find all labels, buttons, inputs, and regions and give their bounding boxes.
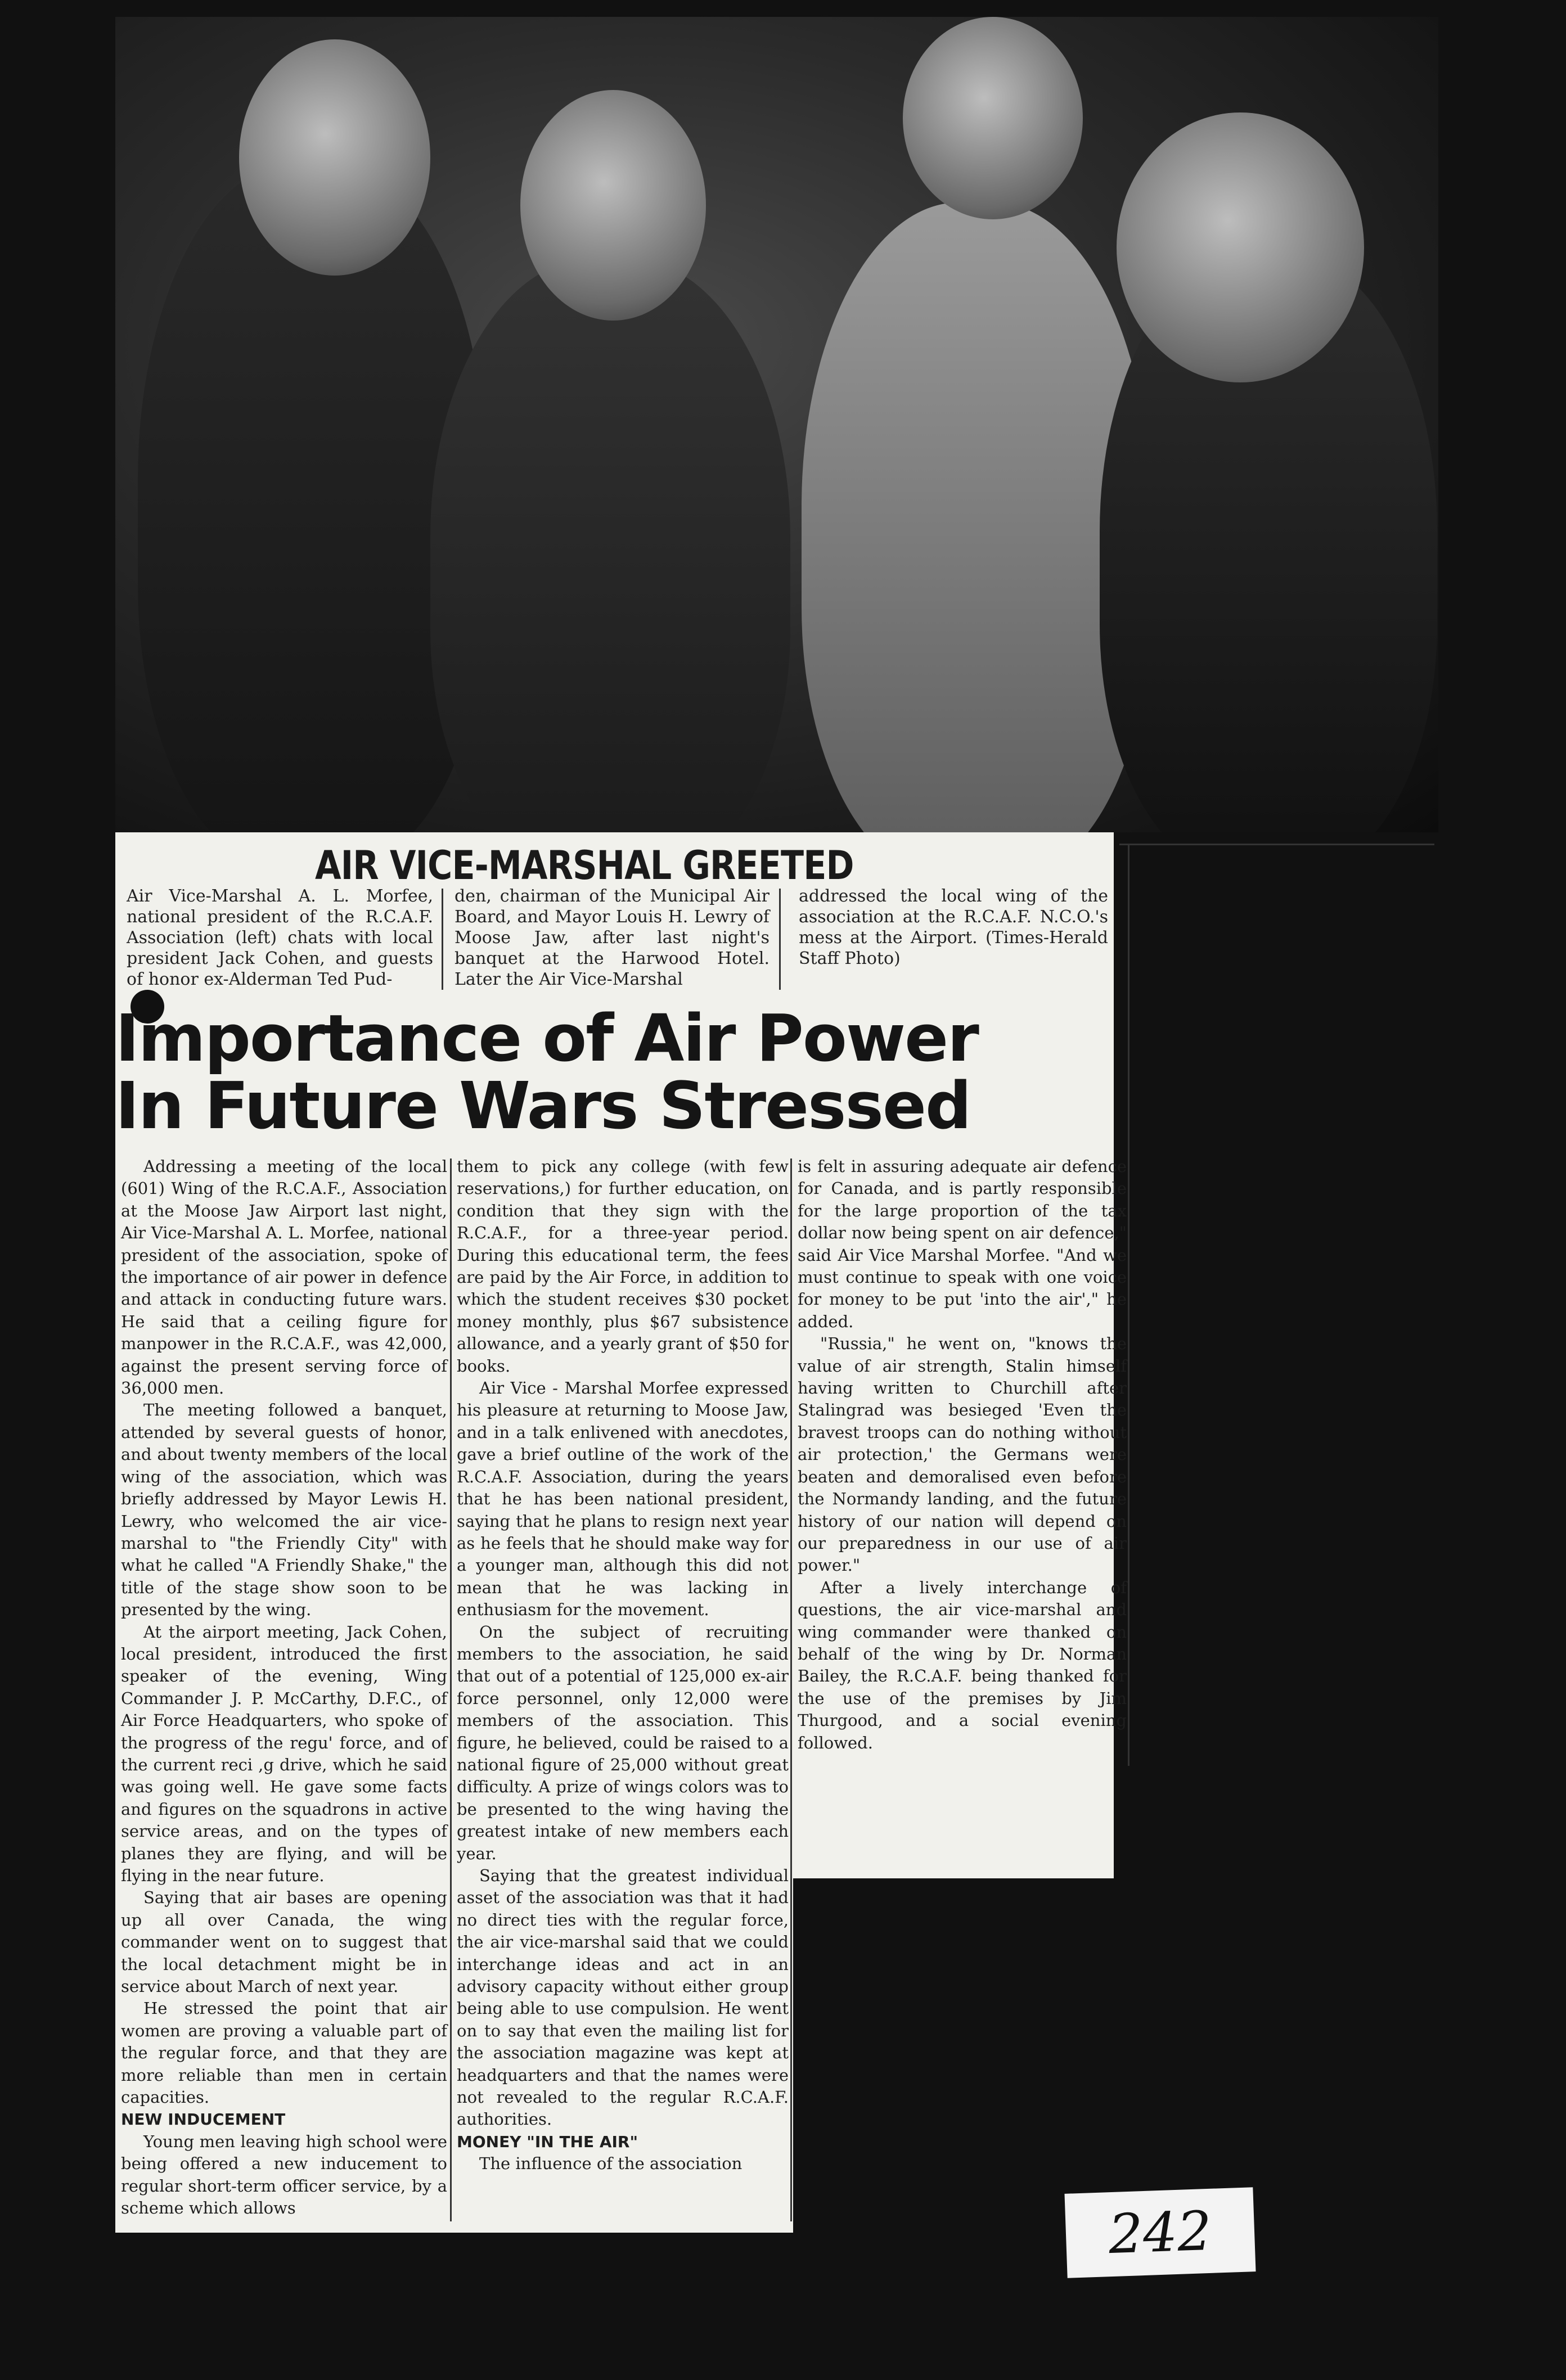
paragraph: Young men leaving high school were being offered a new inducement to regular short-term officer service, by a scheme which allows bbox=[121, 2131, 447, 2218]
clipping-right-rule bbox=[1128, 844, 1130, 1766]
caption-divider-1 bbox=[442, 889, 443, 990]
article-headline-line-2: In Future Wars Stressed bbox=[115, 1069, 971, 1144]
paragraph: Saying that the greatest individual asset of the association was that it had no direct ties with the regular force, the air vice-marshal said that we could interchange ideas and act in an advisory capacity without either group being able to use compulsion. He went on to say that even the mailing list for the association magazine was kept at headquarters and that the names were not revealed to the regular R.C.A.F. authorities. bbox=[457, 1866, 789, 2129]
news-photo bbox=[115, 17, 1438, 832]
article-headline-line-1: Importance of Air Power bbox=[115, 1001, 978, 1076]
paragraph: After a lively interchange of questions, the air vice-marshal and wing commander were thanked on behalf of the wing by Dr. Norman Bailey, the R.C.A.F. being thanked for the use of the premises by Jim Thurgood, and a social evening followed. bbox=[798, 1577, 1127, 1752]
caption-column-1: Air Vice-Marshal A. L. Morfee, national president of the R.C.A.F. Association (left) chats with local president Jack Cohen, and guests of honor ex-Alderman Ted Pud- bbox=[127, 886, 433, 989]
man-second-head bbox=[520, 90, 706, 321]
photo-caption-headline: AIR VICE-MARSHAL GREETED bbox=[315, 842, 854, 889]
article-column-1 bbox=[121, 1156, 447, 2220]
paragraph: The meeting followed a banquet, attended by several guests of honor, and about twenty members of the local wing of the association, which was briefly addressed by Mayor Lewis H. Lewry, who welcomed the air vice-marshal to "the Friendly City" with what he called "A Friendly Shake," the title of the stage show soon to be presented by the wing. bbox=[121, 1400, 447, 1620]
paragraph: Addressing a meeting of the local (601) Wing of the R.C.A.F., Association at the Moose Jaw Airport last night, Air Vice-Marshal A. L. Morfee, national president of the association, spoke of the importance of air power in defence and attack in conducting future wars. He said that a ceiling figure for manpower in the R.C.A.F., was 42,000, against the present serving force of 36,000 men. bbox=[121, 1157, 447, 1398]
paragraph: The influence of the association bbox=[479, 2154, 742, 2174]
caption-divider-2 bbox=[779, 889, 781, 990]
article-column-3 bbox=[798, 1156, 1127, 1754]
caption-column-3: addressed the local wing of the association at the R.C.A.F. N.C.O.'s mess at the Airport. (Times-Herald Staff Photo) bbox=[799, 886, 1108, 968]
column-divider-2 bbox=[790, 1159, 792, 2221]
paragraph: At the airport meeting, Jack Cohen, local president, introduced the first speaker of the evening, Wing Commander J. P. McCarthy, D.F.C., of Air Force Headquarters, who spoke of the progress of the regu' force, and of the current reci ,g drive, which he said was going well. He gave some facts and figures on the squadrons in active service areas, and on the types of planes they are flying, and will be flying in the near future. bbox=[121, 1622, 447, 1885]
article-column-2 bbox=[457, 1156, 789, 2175]
caption-top-rule bbox=[1119, 844, 1434, 845]
paragraph: He stressed the point that air women are proving a valuable part of the regular force, and that they are more reliable than men in certain capacities. bbox=[121, 1999, 447, 2107]
man-left-head bbox=[239, 39, 430, 276]
paragraph: "Russia," he went on, "knows the value of air strength, Stalin himself having written to Churchill after Stalingrad was besieged 'Even the bravest troops can do nothing without air protection,' the Germans were beaten and demoralised even before the Normandy landing, and the future history of our nation will depend on our preparedness in our use of air power." bbox=[798, 1334, 1127, 1575]
paragraph: Air Vice - Marshal Morfee expressed his pleasure at returning to Moose Jaw, and in a talk enlivened with anecdotes, gave a brief outline of the work of the R.C.A.F. Association, during the years that he has been national president, saying that he plans to resign next year as he feels that he should make way for a younger man, although this did not mean that he was lacking in enthusiasm for the movement. bbox=[457, 1378, 789, 1620]
handwritten-page-number: 242 bbox=[1064, 2187, 1256, 2278]
paragraph: is felt in assuring adequate air defence for Canada, and is partly responsible for the large proportion of the tax dollar now being spent on air defence," said Air Vice Marshal Morfee. "And we must continue to speak with one voice for money to be put 'into the air'," he added. bbox=[798, 1157, 1127, 1331]
caption-column-2: den, chairman of the Municipal Air Board, and Mayor Louis H. Lewry of Moose Jaw, after last night's banquet at the Harwood Hotel. Later the Air Vice-Marshal bbox=[454, 886, 770, 989]
paragraph: On the subject of recruiting members to the association, he said that out of a potential of 125,000 ex-air force personnel, only 12,000 were members of the association. This figure, he believed, could be raised to a national figure of 25,000 without great difficulty. A prize of wings colors was to be presented to the wing having the greatest intake of new members each year. bbox=[457, 1622, 789, 1863]
column-divider-1 bbox=[450, 1159, 452, 2221]
paragraph: Saying that air bases are opening up all over Canada, the wing commander went on to suggest that the local detachment might be in service about March of next year. bbox=[121, 1888, 447, 1996]
man-second bbox=[430, 259, 790, 832]
paragraph: them to pick any college (with few reservations,) for further education, on condition that they sign with the R.C.A.F., for a three-year period. During this educational term, the fees are paid by the Air Force, in addition to which the student receives $30 pocket money monthly, plus $67 subsistence allowance, and a yearly grant of $50 for books. bbox=[457, 1157, 789, 1376]
subhead-money-in-the-air: MONEY "IN THE AIR" bbox=[457, 2132, 638, 2151]
subhead-new-inducement: NEW INDUCEMENT bbox=[121, 2110, 286, 2129]
man-third-head bbox=[903, 17, 1083, 219]
man-right-head bbox=[1117, 112, 1364, 382]
man-third bbox=[802, 202, 1150, 832]
